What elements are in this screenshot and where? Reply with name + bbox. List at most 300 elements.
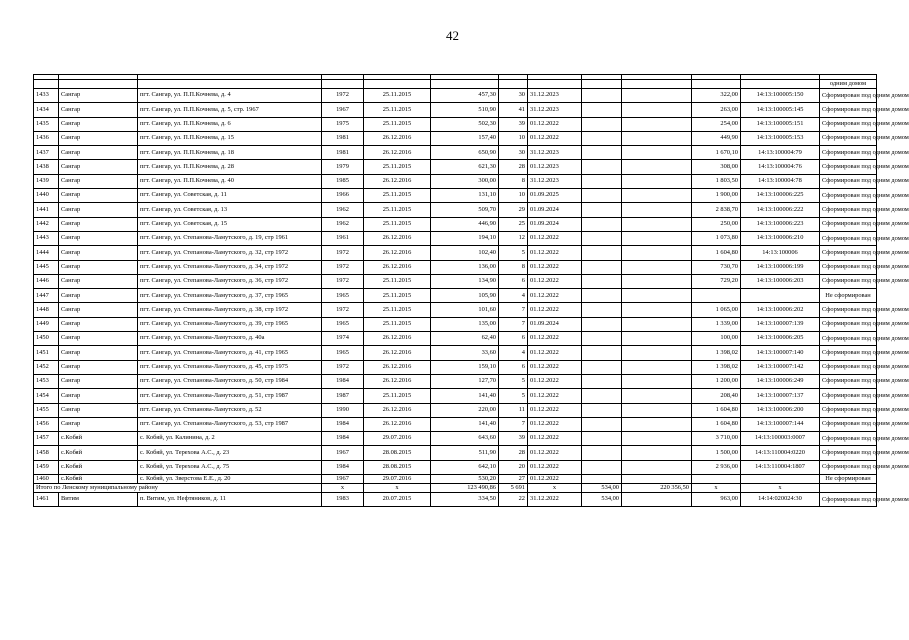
extra-cell [622,89,692,103]
deadline-cell: 01.12.2022 [528,332,582,346]
row-number-cell: 1444 [34,246,59,260]
date-cell: 26.12.2016 [364,260,431,274]
extra-cell [582,475,622,484]
year-cell: 1979 [322,160,364,174]
year-cell: 1981 [322,146,364,160]
status-cell: Сформирован под одним домом [820,460,877,474]
extra-cell [622,246,692,260]
address-cell: пгт. Сангар, ул. Степанова-Ламутского, д. 19, стр 1961 [138,231,322,245]
extra-cell [582,260,622,274]
status-cell: Сформирован под одним домом [820,203,877,217]
extra-cell [582,203,622,217]
cadastral-code-cell [741,475,820,484]
residents-cell: 30 [499,89,528,103]
date-cell: 26.12.2016 [364,417,431,431]
date-cell: 26.12.2016 [364,332,431,346]
year-cell: 1972 [322,89,364,103]
sum-cell: 263,00 [692,103,741,117]
status-cell: Сформирован под одним домом [820,432,877,446]
table-row [34,460,877,474]
area-cell: 136,00 [431,260,499,274]
sum-cell: 1 398,02 [692,346,741,360]
row-number-cell: 1459 [34,460,59,474]
date-cell: 26.12.2016 [364,131,431,145]
total-label-cell: Итого по Ленскому муниципальному району [34,484,322,493]
locality-cell: Сангар [59,231,138,245]
year-cell: 1990 [322,403,364,417]
area-cell: 446,90 [431,217,499,231]
area-cell: 134,90 [431,274,499,288]
date-cell: 25.11.2015 [364,289,431,303]
extra-cell [582,189,622,203]
year-cell: 1984 [322,432,364,446]
table-row [34,389,877,403]
row-number-cell: 1446 [34,274,59,288]
year-cell: 1983 [322,493,364,507]
status-cell: Сформирован под одним домом [820,231,877,245]
total-area-cell: 123 490,86 [431,484,499,493]
cadastral-code-cell: 14:13:100006:225 [741,189,820,203]
extra-cell [622,303,692,317]
residents-cell: 27 [499,475,528,484]
extra-cell [582,246,622,260]
locality-cell: Сангар [59,203,138,217]
status-cell: Сформирован под одним домом [820,146,877,160]
area-cell: 457,30 [431,89,499,103]
locality-cell: Сангар [59,346,138,360]
sum-cell: 1 339,00 [692,317,741,331]
address-cell: с. Кобяй, ул. Зверстова Е.Е., д. 20 [138,475,322,484]
row-number-cell: 1435 [34,117,59,131]
sum-cell: 1 604,80 [692,246,741,260]
cadastral-code-cell: 14:13:100004:79 [741,146,820,160]
year-cell: 1972 [322,246,364,260]
area-cell: 62,40 [431,332,499,346]
year-cell: 1966 [322,189,364,203]
area-cell: 530,20 [431,475,499,484]
extra-cell [582,374,622,388]
table-row [34,360,877,374]
total-cell: х [364,484,431,493]
status-cell: Сформирован под одним домом [820,246,877,260]
area-cell: 300,00 [431,174,499,188]
table-row [34,160,877,174]
row-number-cell: 1438 [34,160,59,174]
status-cell: Сформирован под одним домом [820,493,877,507]
residents-cell: 4 [499,289,528,303]
table-row [34,346,877,360]
deadline-cell: 01.09.2024 [528,317,582,331]
date-cell: 26.12.2016 [364,346,431,360]
cadastral-code-cell: 14:13:100007:140 [741,346,820,360]
locality-cell: Сангар [59,303,138,317]
extra-cell [622,317,692,331]
year-cell: 1967 [322,475,364,484]
sum-cell: 729,20 [692,274,741,288]
date-cell: 28.08.2015 [364,446,431,460]
date-cell: 25.11.2015 [364,303,431,317]
locality-cell: Сангар [59,103,138,117]
deadline-cell: 01.12.2022 [528,260,582,274]
status-cell: Не сформирован [820,289,877,303]
locality-cell: Сангар [59,131,138,145]
year-cell: 1962 [322,217,364,231]
table-row [34,189,877,203]
cadastral-code-cell: 14:13:100004:76 [741,160,820,174]
sum-cell: 1 604,80 [692,417,741,431]
address-cell: с. Кобяй, ул. Калинина, д. 2 [138,432,322,446]
extra-cell: 534,00 [582,493,622,507]
extra-cell [622,231,692,245]
extra-cell [622,131,692,145]
locality-cell: Сангар [59,403,138,417]
cadastral-code-cell: 14:13:110004:0220 [741,446,820,460]
address-cell: пгт. Сангар, ул. П.П.Кочнева, д. 6 [138,117,322,131]
cadastral-code-cell: 14:13:100006:202 [741,303,820,317]
year-cell: 1967 [322,446,364,460]
table-row [34,89,877,103]
date-cell: 26.12.2016 [364,231,431,245]
extra-cell [622,189,692,203]
deadline-cell: 01.12.2022 [528,446,582,460]
continued-row [34,80,877,89]
cadastral-code-cell [741,289,820,303]
year-cell: 1987 [322,389,364,403]
residents-cell: 4 [499,346,528,360]
status-cell: Сформирован под одним домом [820,346,877,360]
locality-cell: с.Кобяй [59,432,138,446]
extra-cell [622,475,692,484]
sum-cell: 1 065,00 [692,303,741,317]
locality-cell: Сангар [59,89,138,103]
address-cell: п. Витим, ул. Нефтяников, д. 11 [138,493,322,507]
year-cell: 1984 [322,460,364,474]
residents-cell: 29 [499,203,528,217]
date-cell: 25.11.2015 [364,203,431,217]
status-cell: Сформирован под одним домом [820,217,877,231]
area-cell: 135,00 [431,317,499,331]
deadline-cell: 01.12.2022 [528,274,582,288]
residents-cell: 10 [499,131,528,145]
address-cell: пгт. Сангар, ул. Степанова-Ламутского, д. 52 [138,403,322,417]
locality-cell: Сангар [59,417,138,431]
sum-cell: 1 604,80 [692,403,741,417]
residents-cell: 28 [499,160,528,174]
total-cell [820,484,877,493]
date-cell: 25.11.2015 [364,103,431,117]
date-cell: 26.12.2016 [364,146,431,160]
area-cell: 642,10 [431,460,499,474]
row-number-cell: 1439 [34,174,59,188]
deadline-cell: 01.12.2022 [528,460,582,474]
locality-cell: Сангар [59,160,138,174]
residents-cell: 39 [499,117,528,131]
row-number-cell: 1449 [34,317,59,331]
year-cell: 1965 [322,317,364,331]
total-row [34,484,877,493]
address-cell: пгт. Сангар, ул. Степанова-Ламутского, д. 51, стр 1987 [138,389,322,403]
table-row [34,274,877,288]
area-cell: 105,90 [431,289,499,303]
row-number-cell: 1452 [34,360,59,374]
status-cell: Не сформирован [820,475,877,484]
area-cell: 157,40 [431,131,499,145]
sum-cell: 322,00 [692,89,741,103]
locality-cell: с.Кобяй [59,446,138,460]
extra-cell [622,103,692,117]
sum-cell: 2 936,00 [692,460,741,474]
total-cell: 534,00 [582,484,622,493]
area-cell: 621,30 [431,160,499,174]
locality-cell: Сангар [59,289,138,303]
extra-cell [582,217,622,231]
extra-cell [582,417,622,431]
residents-cell: 8 [499,174,528,188]
deadline-cell: 31.12.2022 [528,493,582,507]
date-cell: 26.12.2016 [364,374,431,388]
locality-cell: Сангар [59,146,138,160]
deadline-cell: 01.12.2022 [528,389,582,403]
locality-cell: Сангар [59,189,138,203]
sum-cell [692,289,741,303]
extra-cell [622,403,692,417]
address-cell: пгт. Сангар, ул. Степанова-Ламутского, д. 39, стр 1965 [138,317,322,331]
extra-cell [582,360,622,374]
residents-cell: 12 [499,231,528,245]
area-cell: 141,40 [431,417,499,431]
deadline-cell: 01.09.2025 [528,189,582,203]
residents-cell: 5 [499,374,528,388]
locality-cell: Витим [59,493,138,507]
date-cell: 26.12.2016 [364,174,431,188]
year-cell: 1965 [322,346,364,360]
table-row [34,432,877,446]
housing-table [33,74,909,507]
extra-cell [622,260,692,274]
table-row [34,317,877,331]
status-cell: Сформирован под одним домом [820,403,877,417]
cadastral-code-cell: 14:13:100006:249 [741,374,820,388]
status-cell: Сформирован под одним домом [820,417,877,431]
area-cell: 511,90 [431,446,499,460]
table-row [34,260,877,274]
deadline-cell: 01.09.2024 [528,203,582,217]
sum-cell: 1 670,10 [692,146,741,160]
extra-cell [622,432,692,446]
address-cell: пгт. Сангар, ул. Советская, д. 13 [138,203,322,217]
cadastral-code-cell: 14:13:100005:153 [741,131,820,145]
extra-cell [582,432,622,446]
address-cell: пгт. Сангар, ул. Степанова-Ламутского, д. 38, стр 1972 [138,303,322,317]
date-cell: 26.12.2016 [364,246,431,260]
row-number-cell: 1450 [34,332,59,346]
cadastral-code-cell: 14:13:100003:0007 [741,432,820,446]
extra-cell [582,303,622,317]
deadline-cell: 01.12.2022 [528,374,582,388]
sum-cell: 730,70 [692,260,741,274]
row-number-cell: 1440 [34,189,59,203]
locality-cell: Сангар [59,260,138,274]
date-cell: 29.07.2016 [364,475,431,484]
address-cell: пгт. Сангар, ул. П.П.Кочнева, д. 18 [138,146,322,160]
area-cell: 510,90 [431,103,499,117]
extra-cell [582,446,622,460]
area-cell: 102,40 [431,246,499,260]
date-cell: 20.07.2015 [364,493,431,507]
table-row [34,417,877,431]
locality-cell: Сангар [59,389,138,403]
cadastral-code-cell: 14:13:100004:78 [741,174,820,188]
address-cell: пгт. Сангар, ул. П.П.Кочнева, д. 28 [138,160,322,174]
year-cell: 1974 [322,332,364,346]
status-cell: Сформирован под одним домом [820,103,877,117]
extra-cell [582,460,622,474]
residents-cell: 7 [499,317,528,331]
cadastral-code-cell: 14:13:100006:199 [741,260,820,274]
extra-cell [622,274,692,288]
cadastral-code-cell: 14:13:100005:151 [741,117,820,131]
area-cell: 131,10 [431,189,499,203]
extra-cell [582,89,622,103]
extra-cell [622,460,692,474]
area-cell: 650,90 [431,146,499,160]
date-cell: 29.07.2016 [364,432,431,446]
cadastral-code-cell: 14:13:100007:144 [741,417,820,431]
address-cell: пгт. Сангар, ул. Степанова-Ламутского, д. 34, стр 1972 [138,260,322,274]
year-cell: 1984 [322,417,364,431]
address-cell: пгт. Сангар, ул. Советская, д. 11 [138,189,322,203]
sum-cell: 3 710,00 [692,432,741,446]
date-cell: 25.11.2015 [364,189,431,203]
cadastral-code-cell: 14:13:100007:139 [741,317,820,331]
extra-cell [622,174,692,188]
cadastral-code-cell: 14:13:100006 [741,246,820,260]
residents-cell: 8 [499,260,528,274]
status-cell: Сформирован под одним домом [820,174,877,188]
status-cell: Сформирован под одним домом [820,131,877,145]
table-row [34,203,877,217]
deadline-cell: 01.09.2024 [528,217,582,231]
residents-cell: 6 [499,274,528,288]
residents-cell: 10 [499,189,528,203]
date-cell: 25.11.2015 [364,274,431,288]
deadline-cell: 01.12.2022 [528,289,582,303]
residents-cell: 22 [499,493,528,507]
area-cell: 502,30 [431,117,499,131]
residents-cell: 30 [499,146,528,160]
date-cell: 25.11.2015 [364,89,431,103]
sum-cell [692,475,741,484]
area-cell: 509,70 [431,203,499,217]
extra-cell [622,160,692,174]
extra-cell [622,346,692,360]
extra-cell [622,493,692,507]
date-cell: 25.11.2015 [364,317,431,331]
row-number-cell: 1457 [34,432,59,446]
deadline-cell: 01.12.2022 [528,131,582,145]
extra-cell [582,389,622,403]
row-number-cell: 1454 [34,389,59,403]
address-cell: пгт. Сангар, ул. Степанова-Ламутского, д. 32, стр 1972 [138,246,322,260]
cadastral-code-cell: 14:13:100006:210 [741,231,820,245]
residents-cell: 20 [499,460,528,474]
locality-cell: Сангар [59,246,138,260]
address-cell: пгт. Сангар, ул. Степанова-Ламутского, д. 40а [138,332,322,346]
table-row [34,231,877,245]
area-cell: 643,60 [431,432,499,446]
area-cell: 127,70 [431,374,499,388]
status-cell: Сформирован под одним домом [820,160,877,174]
table-row [34,146,877,160]
row-number-cell: 1455 [34,403,59,417]
status-cell: Сформирован под одним домом [820,274,877,288]
residents-cell: 7 [499,303,528,317]
extra-cell [582,160,622,174]
extra-cell [582,117,622,131]
extra-cell [622,446,692,460]
residents-cell: 39 [499,432,528,446]
extra-cell [582,174,622,188]
status-cell: Сформирован под одним домом [820,374,877,388]
residents-cell: 41 [499,103,528,117]
page-number: 42 [446,28,459,43]
sum-cell: 100,00 [692,332,741,346]
date-cell: 25.11.2015 [364,160,431,174]
extra-cell [622,332,692,346]
sum-cell: 254,00 [692,117,741,131]
sum-cell: 963,00 [692,493,741,507]
locality-cell: Сангар [59,360,138,374]
date-cell: 28.08.2015 [364,460,431,474]
address-cell: пгт. Сангар, ул. Степанова-Ламутского, д. 36, стр 1972 [138,274,322,288]
area-cell: 141,40 [431,389,499,403]
address-cell: пгт. Сангар, ул. П.П.Кочнева, д. 4 [138,89,322,103]
table-row [34,217,877,231]
extra-cell [622,360,692,374]
total-cell: х [322,484,364,493]
table-row [34,493,877,507]
year-cell: 1972 [322,360,364,374]
locality-cell: Сангар [59,374,138,388]
sum-cell: 1 200,00 [692,374,741,388]
area-cell: 194,10 [431,231,499,245]
deadline-cell: 01.12.2022 [528,360,582,374]
area-cell: 220,00 [431,403,499,417]
extra-cell [582,146,622,160]
area-cell: 334,50 [431,493,499,507]
locality-cell: Сангар [59,117,138,131]
row-number-cell: 1460 [34,475,59,484]
cadastral-code-cell: 14:13:100006:222 [741,203,820,217]
cadastral-code-cell: 14:13:100006:203 [741,274,820,288]
status-cell: Сформирован под одним домом [820,117,877,131]
locality-cell: с.Кобяй [59,475,138,484]
deadline-cell: 01.12.2022 [528,475,582,484]
year-cell: 1972 [322,260,364,274]
date-cell: 25.11.2015 [364,117,431,131]
extra-cell [582,131,622,145]
total-residents-cell: 5 691 [499,484,528,493]
table-row [34,446,877,460]
row-number-cell: 1461 [34,493,59,507]
row-number-cell: 1447 [34,289,59,303]
cadastral-code-cell: 14:13:100006:200 [741,403,820,417]
address-cell: пгт. Сангар, ул. Степанова-Ламутского, д. 53, стр 1987 [138,417,322,431]
sum-cell: 1 803,50 [692,174,741,188]
row-number-cell: 1437 [34,146,59,160]
extra-cell [582,317,622,331]
address-cell: с. Кобяй, ул. Терехова А.С., д. 75 [138,460,322,474]
